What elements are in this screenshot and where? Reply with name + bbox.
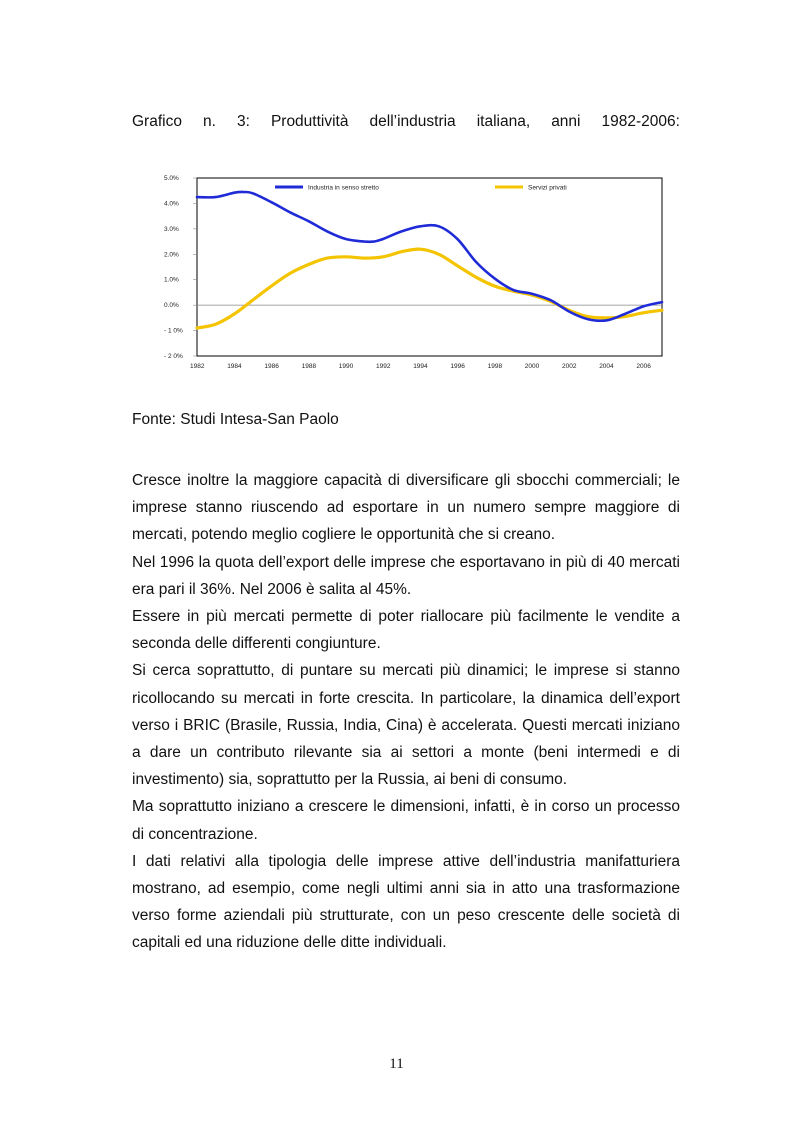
x-tick-label: 2000 [524,363,540,370]
caption-word: Grafico [132,113,182,130]
caption-word: dell’industria [369,113,456,130]
legend [275,185,567,192]
y-tick-label: 0.0% [164,302,179,310]
body-text [132,467,680,957]
x-tick-label: 2006 [636,363,651,370]
source-note: Fonte: Studi Intesa-San Paolo [132,411,339,428]
figure-caption [132,113,680,131]
paragraph: Ma soprattutto iniziano a crescere le dimensioni, infatti, è in corso un processo di concentrazione. [132,798,680,843]
x-tick-label: 2004 [599,363,614,370]
x-tick-label: 1984 [227,363,242,370]
paragraph: I dati relativi alla tipologia delle imprese attive dell’industria manifatturiera mostrano, ad esempio, come negli ultimi anni sia in atto una trasformazione verso forme aziendali più strutturate, con un peso crescente delle società di capitali ed una riduzione delle ditte individuali. [132,852,680,952]
page-number: 11 [389,1056,404,1072]
productivity-line-chart [130,165,670,375]
caption-word: 1982-2006: [601,113,680,130]
paragraph: Si cerca soprattutto, di puntare su mercati più dinamici; le imprese si stanno ricollocando su mercati in forte crescita. In particolare, la dinamica dell’export verso i BRIC (Brasile, Russia, India, Cina) è accelerata. Questi mercati iniziano a dare un contributo rilevante sia ai settori a monte (beni intermedi e di investimento) sia, soprattutto per la Russia, ai beni di consumo. [132,662,680,789]
legend-label-industria: Industria in senso stretto [308,184,379,192]
caption-word: Produttività [270,113,349,130]
caption-word: 3: [236,113,250,130]
x-tick-label: 1990 [338,363,354,370]
y-tick-label: - 1 0% [164,327,183,335]
x-tick-label: 1996 [450,363,465,370]
y-tick-label: 4.0% [164,200,179,208]
x-tick-label: 2002 [562,363,577,370]
paragraph: Nel 1996 la quota dell’export delle imprese che esportavano in più di 40 mercati era pari il 36%. Nel 2006 è salita al 45%. [132,553,680,598]
caption-word: n. [203,113,216,130]
caption-word: anni [551,113,581,130]
x-tick-label: 1992 [376,363,391,370]
x-tick-label: 1988 [301,363,317,370]
series-line-industria [197,192,662,321]
y-tick-label: 1.0% [164,276,179,284]
paragraph: Cresce inoltre la maggiore capacità di diversificare gli sbocchi commerciali; le imprese stanno riuscendo ad esportare in un numero sempre maggiore di mercati, potendo meglio cogliere le opportunità che si creano. [132,472,680,544]
y-tick-label: 2.0% [164,251,179,259]
x-tick-label: 1994 [413,363,428,370]
x-tick-label: 1986 [264,363,279,370]
x-tick-label: 1998 [487,363,503,370]
y-tick-label: 3.0% [164,225,179,233]
y-tick-label: - 2 0% [164,353,183,360]
x-tick-label: 1982 [190,363,205,370]
series-line-servizi-privati [197,249,662,328]
plot-frame [197,178,662,356]
paragraph: Essere in più mercati permette di poter riallocare più facilmente le vendite a seconda delle differenti congiunture. [132,608,680,653]
legend-label-servizi: Servizi privati [528,184,567,192]
y-tick-label: 5.0% [164,175,179,182]
caption-word: italiana, [476,113,531,130]
